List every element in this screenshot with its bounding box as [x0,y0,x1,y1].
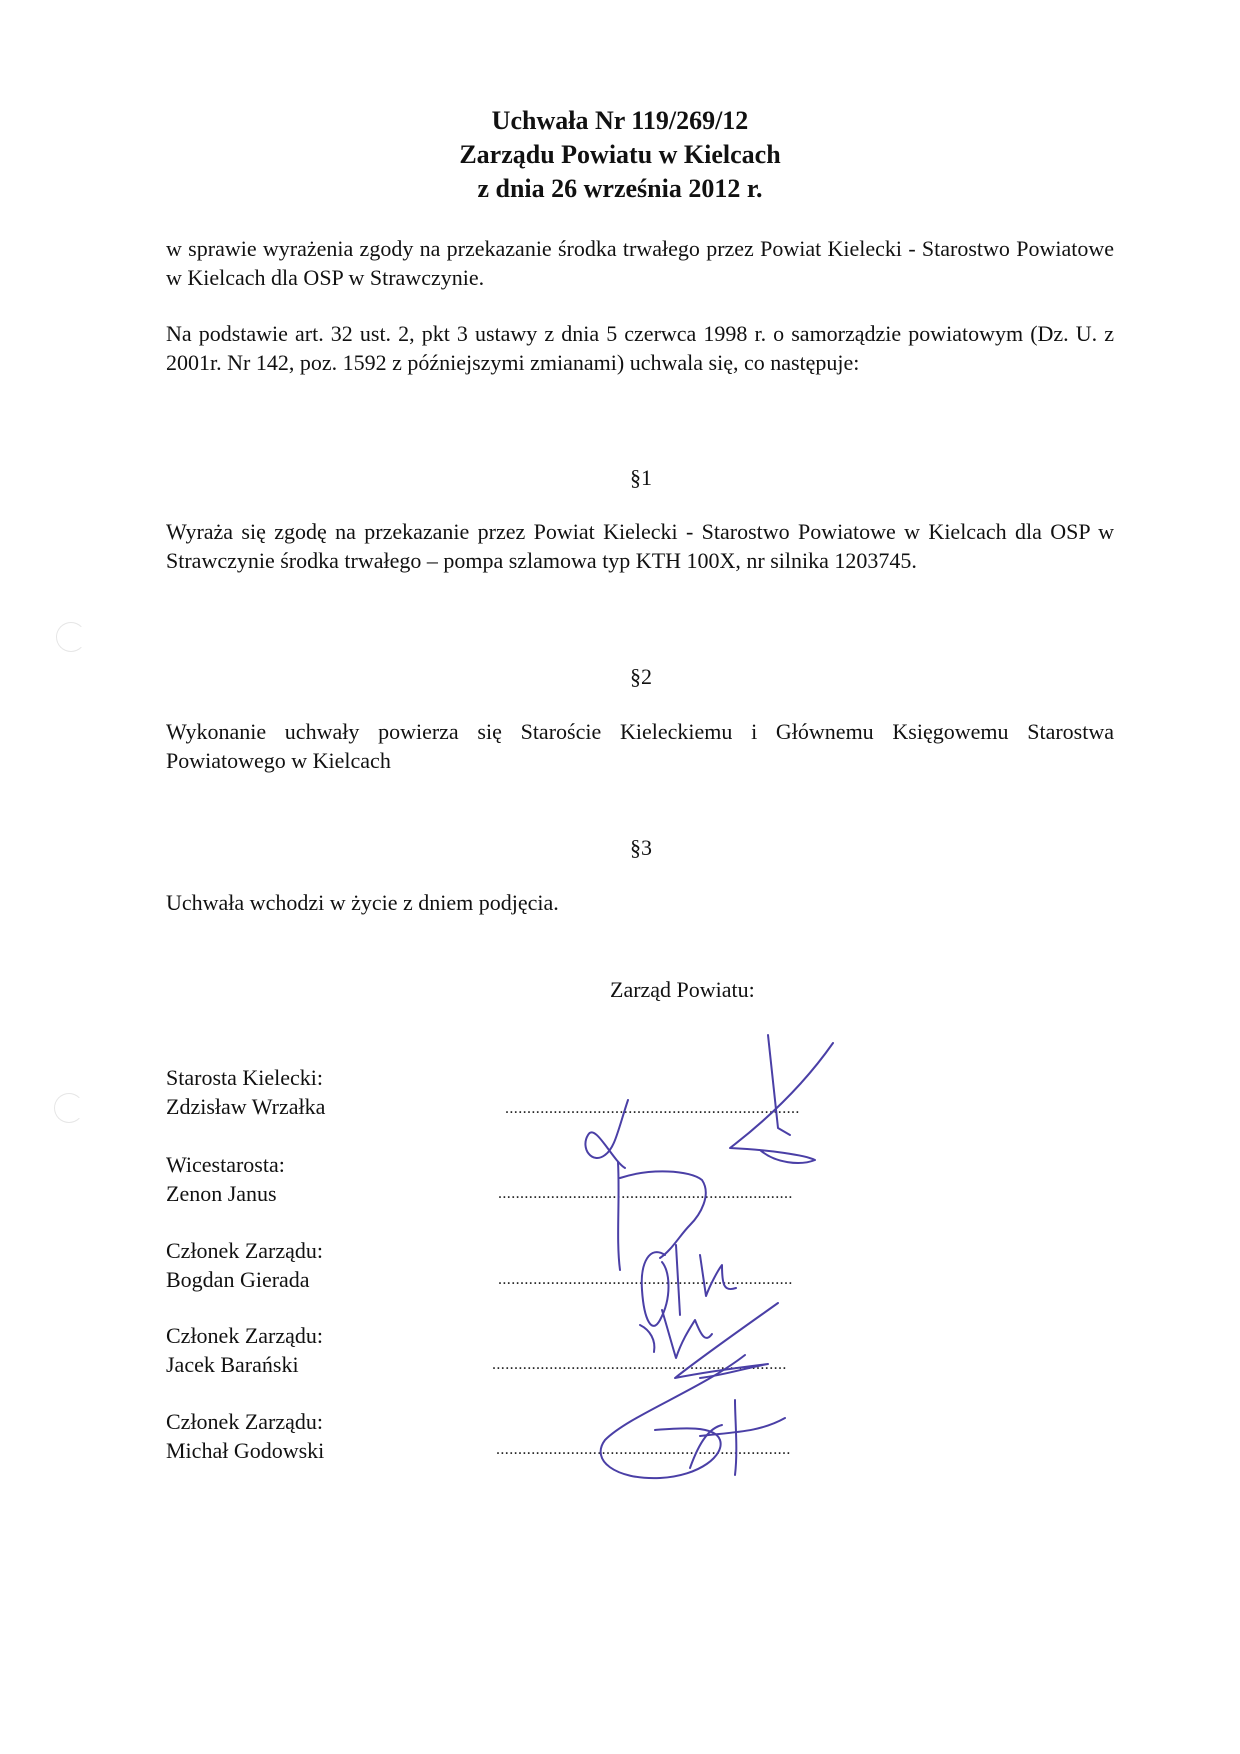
member-role: Starosta Kielecki: [166,1065,324,1090]
signature-line: ................................................................... [496,1441,791,1458]
resolution-number: Uchwała Nr 119/269/12 [491,106,749,135]
scan-artifact [54,1093,84,1123]
signature-stroke [735,1400,736,1475]
board-label: Zarząd Powiatu: [610,977,755,1002]
signature-line: ................................................................... [505,1100,800,1117]
section-2-text: Wykonanie uchwały powierza się Staroście Kieleckiemu i Głównemu Księgowemu Starostwa Powiatowego w Kielcach [166,719,1114,773]
member-role: Członek Zarządu: [166,1323,323,1348]
resolution-date: z dnia 26 września 2012 r. [477,174,763,203]
member-name: Michał Godowski [166,1438,325,1463]
section-3-text: Uchwała wchodzi w życie z dniem podjęcia. [166,890,559,915]
member-name: Zenon Janus [166,1181,277,1206]
signature-stroke [618,1162,620,1270]
member-role: Członek Zarządu: [166,1238,323,1263]
scan-artifact [56,622,86,652]
signature-line: ................................................................... [498,1185,793,1202]
member-starosta [166,1063,325,1121]
member-baranski [166,1321,323,1379]
section-1-heading: §1 [630,465,652,490]
section-3-heading: §3 [630,835,652,860]
signature-stroke [662,1310,712,1358]
member-name: Jacek Barański [166,1352,299,1377]
signature-line: ................................................................... [498,1271,793,1288]
section-1-text: Wyraża się zgodę na przekazanie przez Powiat Kielecki - Starostwo Powiatowe w Kielcach dla OSP w Strawczynie środka trwałego – pompa szlamowa typ KTH 100X, nr silnika 1203745. [166,519,1114,573]
signature-stroke [640,1325,654,1352]
member-name: Bogdan Gierada [166,1267,310,1292]
member-role: Wicestarosta: [166,1152,285,1177]
member-role: Członek Zarządu: [166,1409,323,1434]
member-godowski [166,1407,324,1465]
member-name: Zdzisław Wrzałka [166,1094,326,1119]
subject-paragraph: w sprawie wyrażenia zgody na przekazanie środka trwałego przez Powiat Kielecki - Starostwo Powiatowe w Kielcach dla OSP w Strawczynie. [166,236,1114,290]
signature-stroke [768,1035,790,1135]
section-2-heading: §2 [630,664,652,689]
signature-line: ................................................................... [492,1356,787,1373]
legal-basis-paragraph: Na podstawie art. 32 ust. 2, pkt 3 ustawy z dnia 5 czerwca 1998 r. o samorządzie powiatowym (Dz. U. z 2001r. Nr 142, poz. 1592 z późniejszymi zmianami) uchwala się, co następuje: [166,321,1114,375]
member-gierada [166,1236,323,1294]
signature-stroke [700,1418,785,1436]
member-wicestarosta [166,1150,285,1208]
issuing-body: Zarządu Powiatu w Kielcach [459,140,781,169]
